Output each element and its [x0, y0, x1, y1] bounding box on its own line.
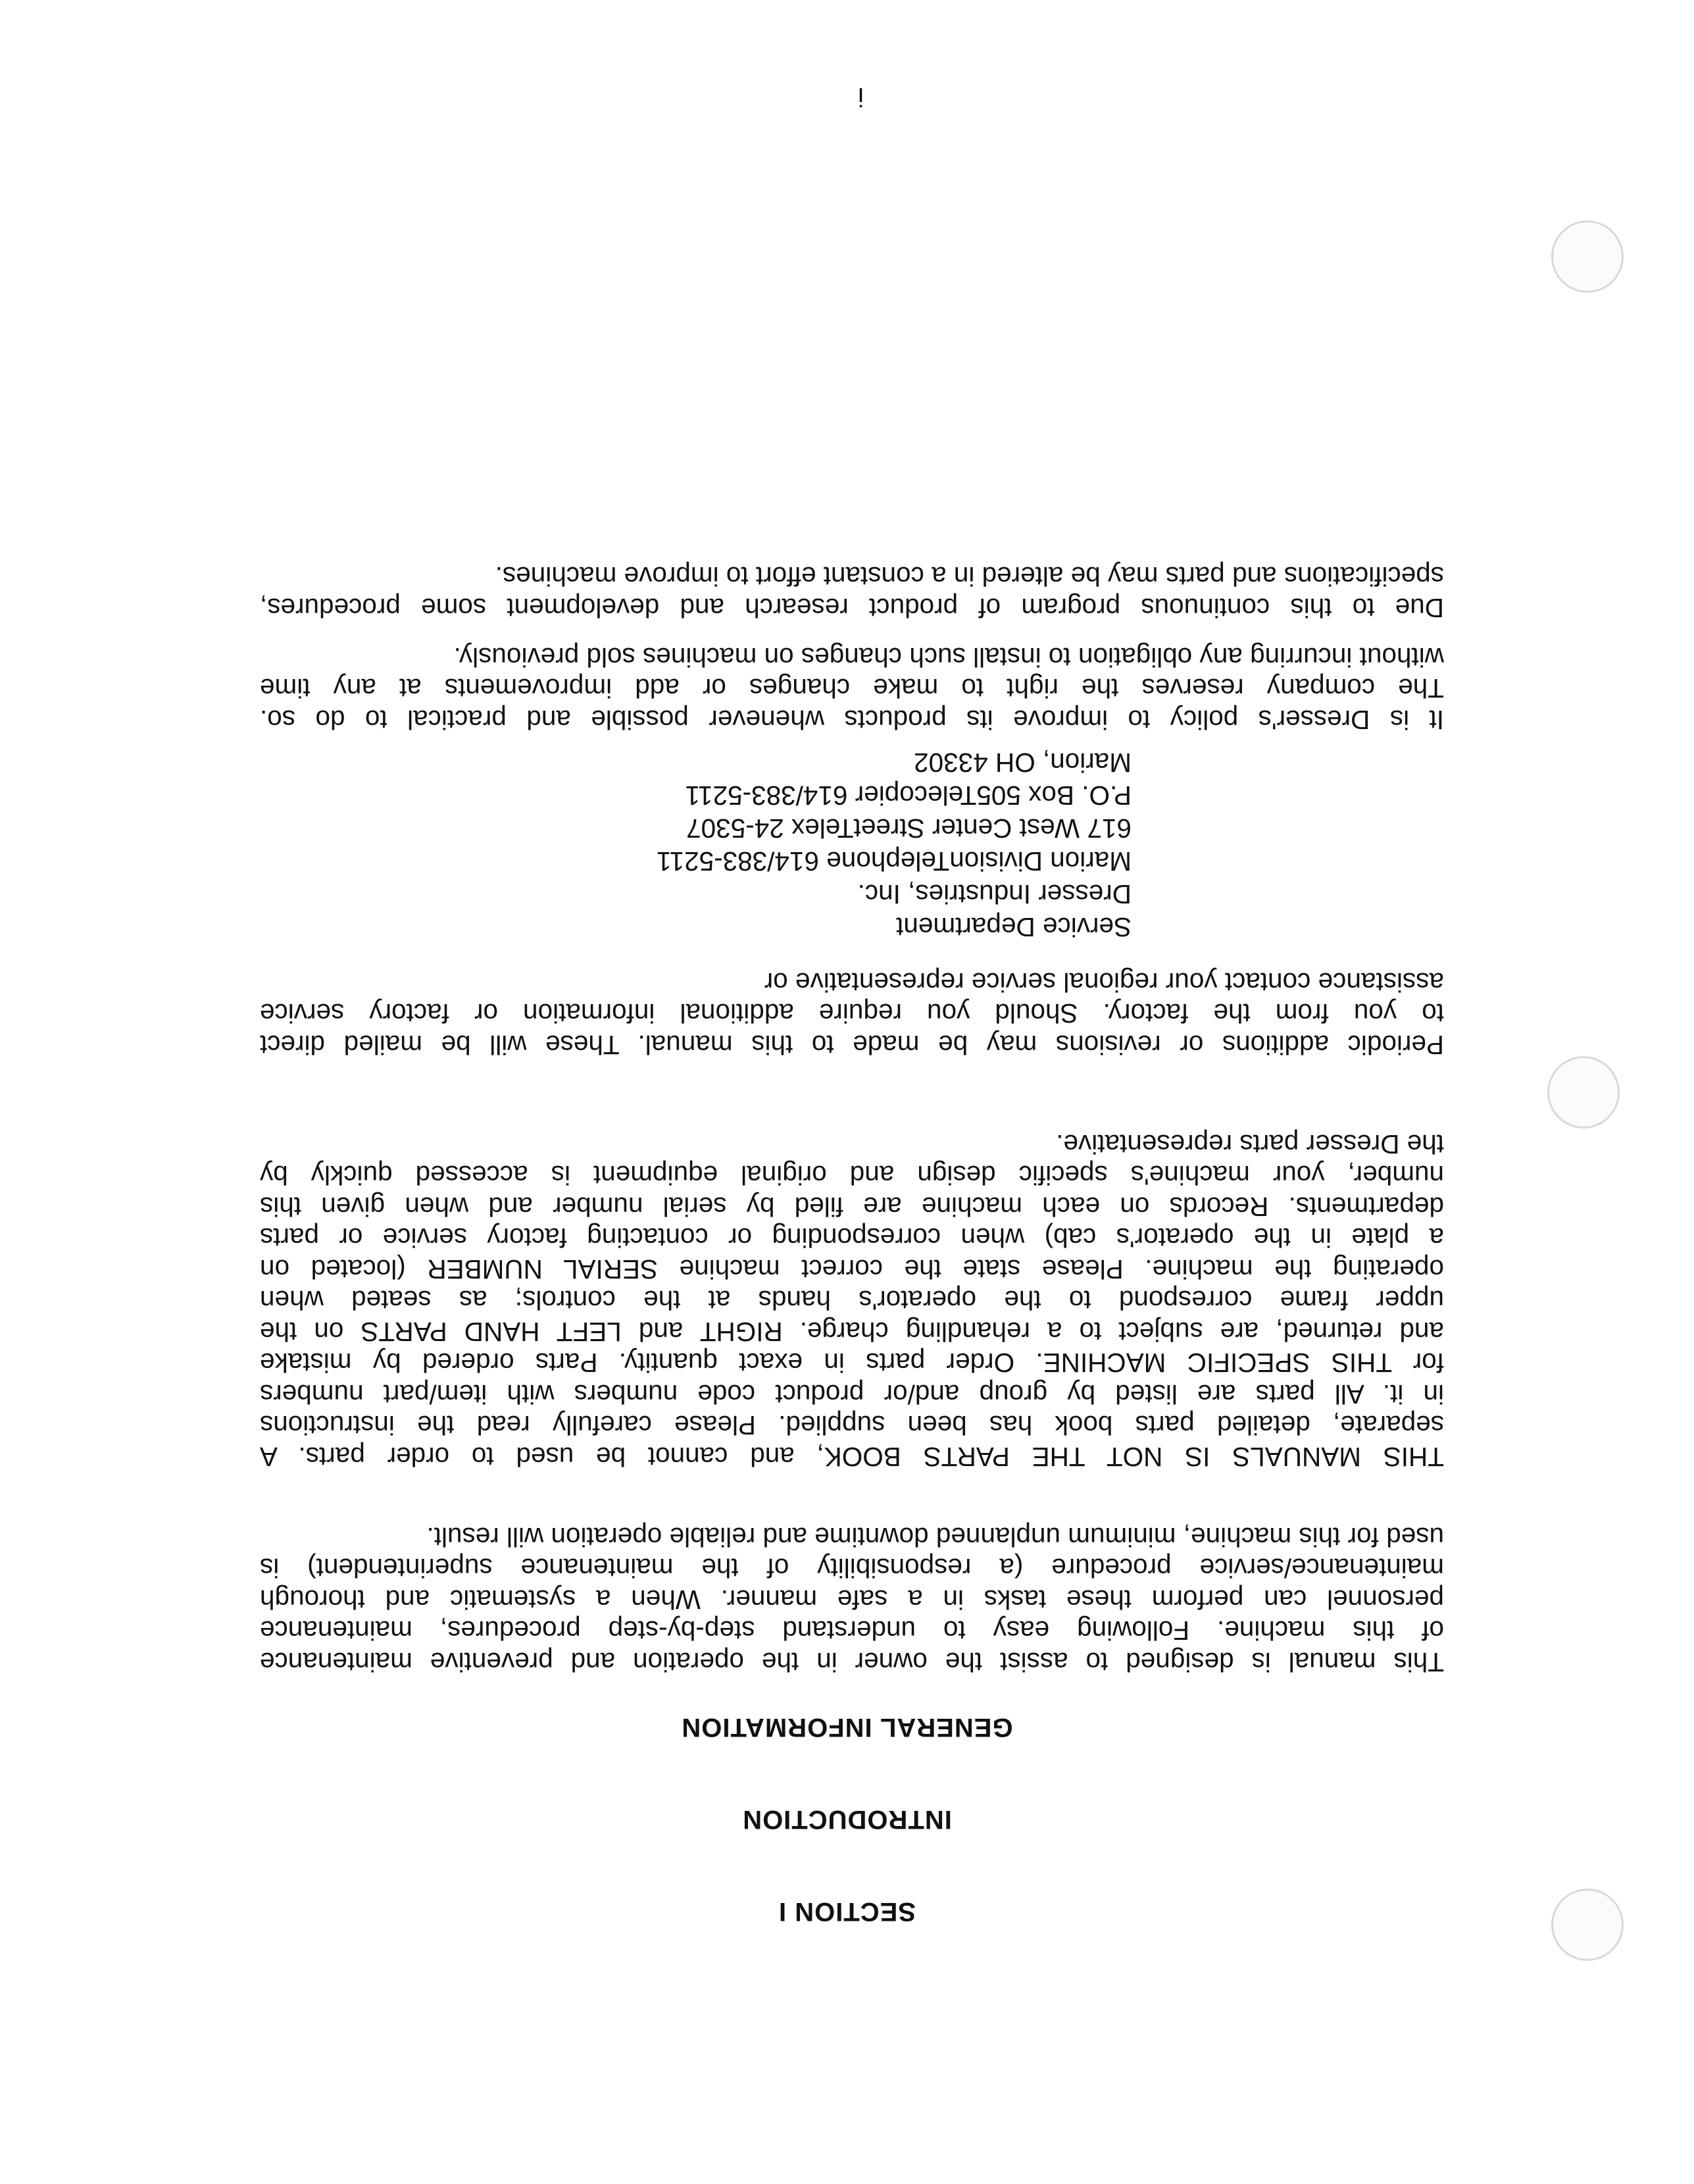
general-information-heading: GENERAL INFORMATION: [681, 1713, 1013, 1742]
text-line: used for this machine, minimum unplanned downtime and reliable operation will result.: [426, 1522, 1444, 1552]
paragraph-parts-book: [260, 1129, 1444, 1473]
paragraph-continuous-program: [260, 561, 1444, 623]
text-line: in it. All parts are listed by group and/or product code numbers with item/part numbers: [260, 1379, 1444, 1409]
text-line: the Dresser parts representative.: [1056, 1129, 1444, 1159]
text-line: without incurring any obligation to install such changes on machines sold previously.: [453, 642, 1444, 673]
text-line: specifications and parts may be altered in a constant effort to improve machines.: [495, 561, 1444, 592]
introduction-heading: INTRODUCTION: [742, 1805, 952, 1834]
address-line: P.O. Box 505Telecopier 614/383-5211: [685, 780, 1132, 811]
address-line: 617 West Center StreetTelex 24-5307: [686, 813, 1132, 844]
page-number: i: [858, 82, 864, 111]
text-line: maintenance/service procedure (a responsibility of the maintenance superintendent) is: [260, 1553, 1444, 1584]
text-line: for THIS SPECIFIC MACHINE. Order parts in exact quantity. Parts ordered by mistake: [260, 1348, 1444, 1379]
text-line: Due to this continuous program of product research and development some procedures,: [260, 593, 1444, 623]
paragraph-policy: [260, 642, 1444, 736]
address-line: Marion DivisionTelephone 614/383-5211: [657, 846, 1132, 876]
text-line: assistance contact your regional service representative or: [764, 967, 1444, 998]
text-line: departments. Records on each machine are filed by serial number and when given this: [260, 1192, 1444, 1222]
text-line: a plate in the operator's cab) when corresponding or contacting factory service or parts: [260, 1223, 1444, 1254]
text-line: This manual is designed to assist the owner in the operation and preventive maintenance: [260, 1647, 1444, 1677]
paragraph-revisions: [260, 967, 1444, 1061]
text-line: Periodic additions or revisions may be made to this manual. These will be mailed direct: [260, 1030, 1444, 1060]
address-line: Service Department: [896, 912, 1132, 942]
text-line: THIS MANUALS IS NOT THE PARTS BOOK, and cannot be used to order parts. A: [260, 1442, 1444, 1472]
text-line: personnel can perform these tasks in a safe manner. When a systematic and thorough: [260, 1585, 1444, 1615]
text-line: and returned, are subject to a rehandling charge. RIGHT and LEFT HAND PARTS on the: [260, 1317, 1444, 1347]
text-line: upper frame correspond to the operator's hands at the controls; as seated when: [260, 1285, 1444, 1316]
text-line: of this machine. Following easy to understand step-by-step procedures, maintenance: [260, 1615, 1444, 1646]
paragraph-purpose: [260, 1521, 1444, 1678]
service-address-block: [408, 746, 1132, 944]
address-line: Dresser Industries, Inc.: [857, 879, 1132, 909]
address-line: Marion, OH 43302: [914, 748, 1132, 778]
text-line: to you from the factory. Should you require additional information or factory service: [260, 998, 1444, 1029]
text-line: The company reserves the right to make changes or add improvements at any time: [260, 673, 1444, 704]
text-line: It is Dresser's policy to improve its products whenever possible and practical to do so.: [260, 705, 1444, 735]
text-line: number, your machine's specific design and original equipment is accessed quickly by: [260, 1160, 1444, 1191]
text-line: separate, detailed parts book has been supplied. Please carefully read the instructions: [260, 1410, 1444, 1441]
text-line: operating the machine. Please state the correct machine SERIAL NUMBER (located on: [260, 1254, 1444, 1284]
section-heading: SECTION I: [778, 1897, 916, 1926]
